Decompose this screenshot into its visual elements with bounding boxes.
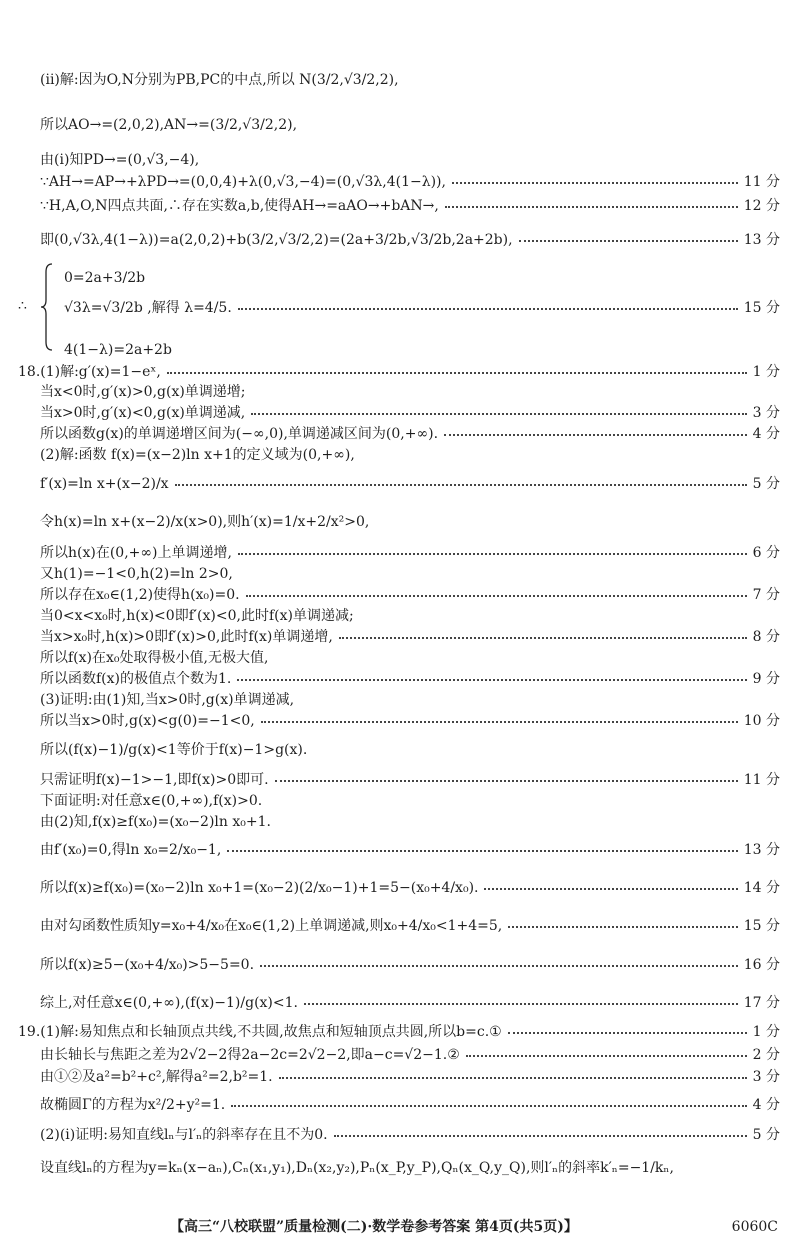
solution-text: 所以f(x)≥f(x₀)=(x₀−2)ln x₀+1=(x₀−2)(2/x₀−1)+1=5−(x₀+4/x₀). [40, 880, 479, 896]
leader-dots [508, 926, 738, 928]
solution-text: (2)(i)证明:易知直线lₙ与l′ₙ的斜率存在且不为0. [40, 1127, 328, 1143]
solution-text: √3λ=√3/2b ,解得 λ=4/5. [64, 300, 232, 316]
score-label: 10 分 [743, 713, 780, 729]
solution-line [0, 298, 800, 324]
score-label: 7 分 [752, 587, 780, 603]
leader-dots [251, 413, 747, 415]
solution-text: ∵AH→=AP→+λPD→=(0,0,4)+λ(0,√3,−4)=(0,√3λ,4(1−λ)), [40, 174, 446, 190]
leader-dots [275, 780, 738, 782]
solution-text: (2)解:函数 f(x)=(x−2)ln x+1的定义域为(0,+∞), [40, 447, 355, 463]
leader-dots [445, 206, 738, 208]
solution-text: 所以AO→=(2,0,2),AN→=(3/2,√3/2,2), [40, 117, 298, 133]
leader-dots [519, 240, 738, 242]
leader-dots [231, 1105, 747, 1107]
solution-line [0, 196, 800, 222]
solution-text: 由(2)知,f(x)≥f(x₀)=(x₀−2)ln x₀+1. [40, 814, 271, 830]
solution-line [0, 70, 800, 96]
score-label: 3 分 [752, 405, 780, 421]
score-label: 5 分 [752, 476, 780, 492]
solution-text: 所以(f(x)−1)/g(x)<1等价于f(x)−1>g(x). [40, 742, 308, 758]
score-label: 17 分 [743, 995, 780, 1011]
solution-line [0, 840, 800, 866]
solution-text: f′(x)=ln x+(x−2)/x [40, 476, 169, 492]
score-label: 15 分 [743, 300, 780, 316]
leader-dots [167, 372, 747, 374]
solution-text: 令h(x)=ln x+(x−2)/x(x>0),则h′(x)=1/x+2/x²>0, [40, 514, 370, 530]
score-label: 11 分 [743, 174, 780, 190]
solution-text: 0=2a+3/2b [64, 270, 146, 286]
leader-dots [260, 965, 738, 967]
solution-line [0, 474, 800, 500]
solution-line [0, 1067, 800, 1093]
solution-line [0, 115, 800, 141]
score-label: 6 分 [752, 545, 780, 561]
solution-line [0, 1095, 800, 1121]
solution-line [0, 1125, 800, 1151]
leader-dots [466, 1055, 747, 1057]
solution-text: 由长轴长与焦距之差为2√2−2得2a−2c=2√2−2,即a−c=√2−1.② [40, 1047, 460, 1063]
solution-text: 故椭圆Γ的方程为x²/2+y²=1. [40, 1097, 226, 1113]
solution-line [0, 916, 800, 942]
solution-text: 所以f(x)≥5−(x₀+4/x₀)>5−5=0. [40, 957, 255, 973]
solution-text: 设直线lₙ的方程为y=kₙ(x−aₙ),Cₙ(x₁,y₁),Dₙ(x₂,y₂),Pₙ(x_P,y_P),Qₙ(x_Q,y_Q),则l′ₙ的斜率k′ₙ=−1/kₙ, [40, 1160, 674, 1176]
solution-text: 当0<x<x₀时,h(x)<0即f′(x)<0,此时f(x)单调递减; [40, 608, 354, 624]
solution-line [0, 878, 800, 904]
leader-dots [237, 679, 747, 681]
footer-code: 6060C [731, 1219, 778, 1235]
solution-text: 当x>0时,g′(x)<0,g(x)单调递减, [40, 405, 246, 421]
score-label: 13 分 [743, 232, 780, 248]
solution-text: 由(i)知PD→=(0,√3,−4), [40, 152, 200, 168]
solution-line [0, 1158, 800, 1184]
leader-dots [444, 434, 747, 436]
solution-line [0, 993, 800, 1019]
leader-dots [339, 637, 747, 639]
solution-text: 4(1−λ)=2a+2b [64, 342, 172, 358]
leader-dots [246, 595, 747, 597]
solution-text: (3)证明:由(1)知,当x>0时,g(x)单调递减, [40, 692, 295, 708]
solution-text: 由①②及a²=b²+c²,解得a²=2,b²=1. [40, 1069, 273, 1085]
score-label: 4 分 [752, 426, 780, 442]
footer-title: 【高三“八校联盟”质量检测(二)·数学卷参考答案 第4页(共5页)】 [170, 1219, 578, 1235]
solution-text: 18.(1)解:g′(x)=1−eˣ, [18, 364, 161, 380]
score-label: 1 分 [752, 364, 780, 380]
solution-line [0, 268, 800, 294]
score-label: 15 分 [743, 918, 780, 934]
solution-text: 由对勾函数性质知y=x₀+4/x₀在x₀∈(1,2)上单调递减,则x₀+4/x₀<1+4=5, [40, 918, 503, 934]
solution-text: 由f′(x₀)=0,得ln x₀=2/x₀−1, [40, 842, 222, 858]
score-label: 3 分 [752, 1069, 780, 1085]
leader-dots [508, 1032, 747, 1034]
solution-text: 所以当x>0时,g(x)<g(0)=−1<0, [40, 713, 255, 729]
leader-dots [304, 1003, 738, 1005]
solution-line [0, 512, 800, 538]
score-label: 2 分 [752, 1047, 780, 1063]
score-label: 11 分 [743, 772, 780, 788]
solution-line [0, 230, 800, 256]
solution-text: 即(0,√3λ,4(1−λ))=a(2,0,2)+b(3/2,√3/2,2)=(2a+3/2b,√3/2b,2a+2b), [40, 232, 513, 248]
solution-line [0, 445, 800, 471]
leader-dots [452, 182, 738, 184]
solution-text: 当x>x₀时,h(x)>0即f′(x)>0,此时f(x)单调递增, [40, 629, 333, 645]
score-label: 16 分 [743, 957, 780, 973]
score-label: 4 分 [752, 1097, 780, 1113]
leader-dots [261, 721, 738, 723]
score-label: 13 分 [743, 842, 780, 858]
solution-text: (ii)解:因为O,N分别为PB,PC的中点,所以 N(3/2,√3/2,2), [40, 72, 399, 88]
score-label: 1 分 [752, 1024, 780, 1040]
score-label: 8 分 [752, 629, 780, 645]
solution-line [0, 812, 800, 838]
leader-dots [334, 1135, 747, 1137]
leader-dots [484, 888, 738, 890]
score-label: 9 分 [752, 671, 780, 687]
leader-dots [238, 308, 738, 310]
leader-dots [227, 850, 738, 852]
solution-text: 所以函数f(x)的极值点个数为1. [40, 671, 232, 687]
score-label: 12 分 [743, 198, 780, 214]
solution-text: 综上,对任意x∈(0,+∞),(f(x)−1)/g(x)<1. [40, 995, 298, 1011]
solution-line [0, 740, 800, 766]
solution-text: 19.(1)解:易知焦点和长轴顶点共线,不共圆,故焦点和短轴顶点共圆,所以b=c.① [18, 1024, 502, 1040]
solution-text: 当x<0时,g′(x)>0,g(x)单调递增; [40, 384, 246, 400]
score-label: 5 分 [752, 1127, 780, 1143]
solution-line [0, 172, 800, 198]
solution-text: 所以h(x)在(0,+∞)上单调递增, [40, 545, 232, 561]
leader-dots [279, 1077, 747, 1079]
solution-text: 所以f(x)在x₀处取得极小值,无极大值, [40, 650, 269, 666]
solution-text: 所以存在x₀∈(1,2)使得h(x₀)=0. [40, 587, 240, 603]
solution-text: 只需证明f(x)−1>−1,即f(x)>0即可. [40, 772, 269, 788]
solution-text: 所以函数g(x)的单调递增区间为(−∞,0),单调递减区间为(0,+∞). [40, 426, 439, 442]
solution-line [0, 711, 800, 737]
leader-dots [238, 553, 747, 555]
solution-line [0, 955, 800, 981]
solution-text: 下面证明:对任意x∈(0,+∞),f(x)>0. [40, 793, 263, 809]
solution-text: 又h(1)=−1<0,h(2)=ln 2>0, [40, 566, 233, 582]
page-footer [0, 1216, 800, 1246]
solution-text: ∵H,A,O,N四点共面,∴存在实数a,b,使得AH→=aAO→+bAN→, [40, 198, 439, 214]
score-label: 14 分 [743, 880, 780, 896]
therefore-symbol: ∴ [18, 298, 27, 314]
leader-dots [175, 484, 747, 486]
